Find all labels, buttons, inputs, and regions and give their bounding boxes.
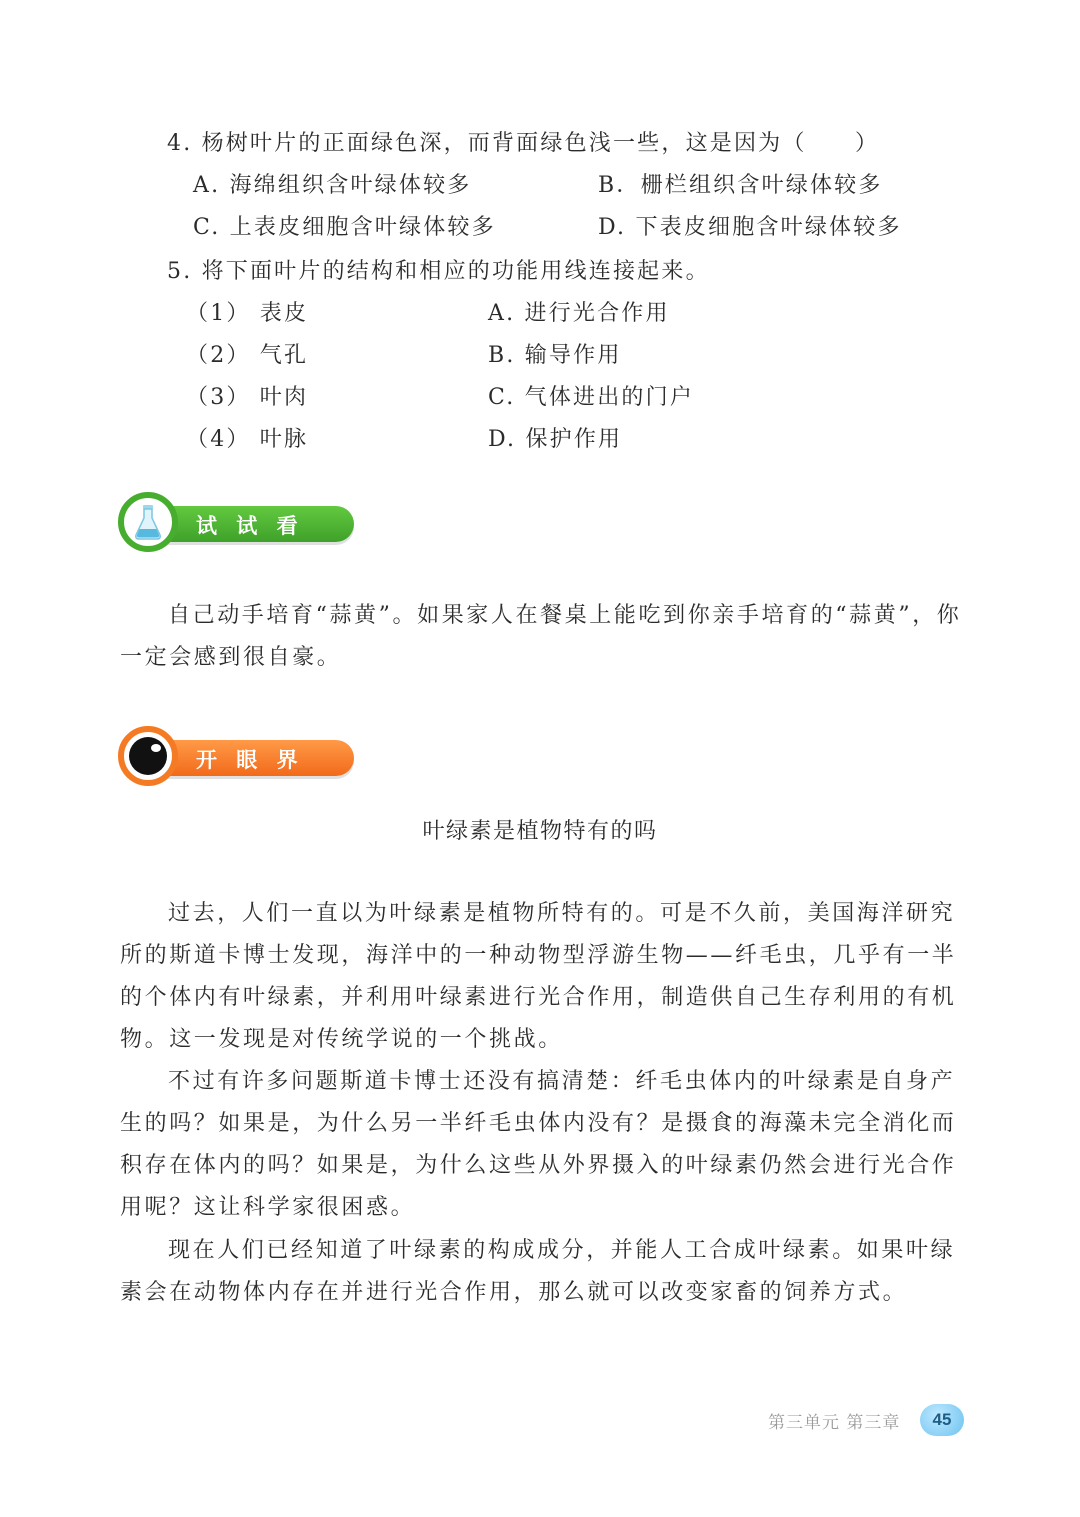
article-paragraph-2: 不过有许多问题斯道卡博士还没有搞清楚：纤毛虫体内的叶绿素是自身产生的吗？如果是，为什么另一半纤毛虫体内没有？是摄食的海藻未完全消化而积存在体内的吗？如果是，为什么这些从外界摄入的叶绿素仍然会进行光合作用呢？这让科学家很困惑。 (120, 1069, 957, 1220)
q5-structure-4: （4） 叶脉 (186, 427, 309, 452)
q4-option-c: C. 上表皮细胞含叶绿体较多 (193, 215, 496, 240)
q5-function-a: A. 进行光合作用 (488, 301, 670, 326)
q5-function-c: C. 气体进出的门户 (488, 385, 695, 410)
q5-function-b: B. 输导作用 (488, 343, 622, 368)
question-5-stem: 5. 将下面叶片的结构和相应的功能用线连接起来。 (167, 259, 710, 284)
article-paragraph-1: 过去，人们一直以为叶绿素是植物所特有的。可是不久前，美国海洋研究所的斯道卡博士发现，海洋中的一种动物型浮游生物——纤毛虫，几乎有一半的个体内有叶绿素，并利用叶绿素进行光合作用，制造供自己生存利用的有机物。这一发现是对传统学说的一个挑战。 (120, 901, 957, 1052)
q5-structure-2: （2） 气孔 (186, 343, 309, 368)
question-4-stem: 4. 杨树叶片的正面绿色深，而背面绿色浅一些，这是因为（ ） (167, 131, 880, 156)
eye-section-banner (118, 726, 358, 790)
q4-option-a: A. 海绵组织含叶绿体较多 (193, 173, 472, 198)
page-number-badge: 45 (920, 1404, 964, 1436)
q5-structure-1: （1） 表皮 (186, 301, 309, 326)
article-paragraph-3: 现在人们已经知道了叶绿素的构成成分，并能人工合成叶绿素。如果叶绿素会在动物体内存在并进行光合作用，那么就可以改变家畜的饲养方式。 (120, 1238, 956, 1305)
q4-option-b: B．栅栏组织含叶绿体较多 (598, 173, 883, 198)
try-section-label: 试 试 看 (196, 514, 304, 538)
flask-icon (118, 492, 178, 552)
eye-icon (118, 726, 178, 786)
eye-section-label: 开 眼 界 (196, 748, 304, 772)
article-title: 叶绿素是植物特有的吗 (422, 819, 658, 844)
chapter-label: 第三单元 第三章 (768, 1413, 901, 1433)
q4-option-d: D. 下表皮细胞含叶绿体较多 (598, 215, 902, 240)
q5-structure-3: （3） 叶肉 (186, 385, 309, 410)
try-section-text: 自己动手培育“蒜黄”。如果家人在餐桌上能吃到你亲手培育的“蒜黄”，你一定会感到很自豪。 (120, 603, 962, 670)
q5-function-d: D. 保护作用 (488, 427, 623, 452)
try-section-banner (118, 492, 358, 556)
